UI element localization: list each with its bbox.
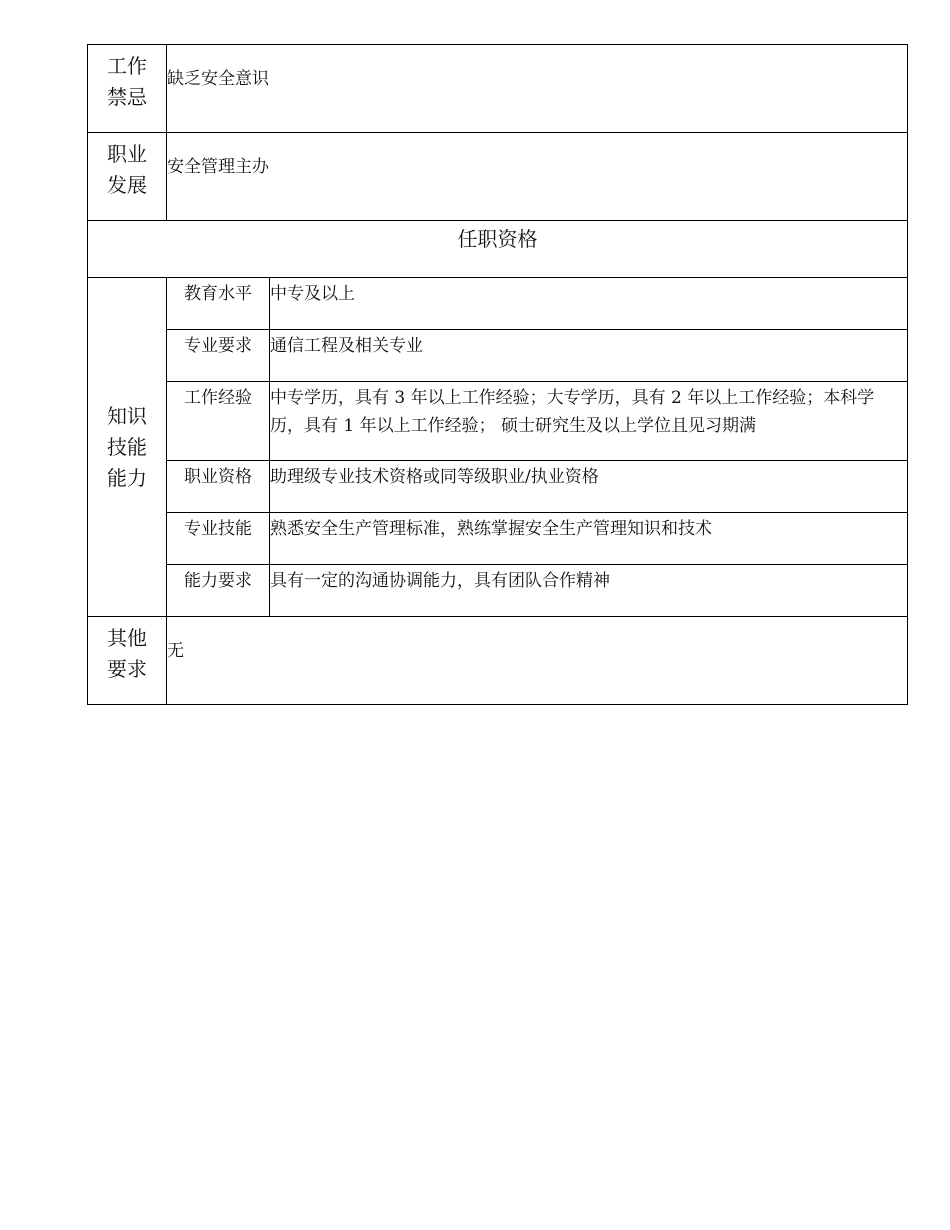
skills-row [88, 513, 908, 565]
skills-value: 熟悉安全生产管理标准，熟练掌握安全生产管理知识和技术 [270, 513, 908, 565]
career-label: 职业 发展 [88, 133, 167, 221]
major-value: 通信工程及相关专业 [270, 330, 908, 382]
certification-label: 职业资格 [167, 461, 270, 513]
other-label: 其他 要求 [88, 617, 167, 705]
qualifications-title-row [88, 221, 908, 278]
taboo-value: 缺乏安全意识 [167, 45, 908, 133]
other-row [88, 617, 908, 705]
knowledge-label: 知识 技能 能力 [88, 278, 167, 617]
job-description-table [87, 44, 908, 705]
ability-value: 具有一定的沟通协调能力，具有团队合作精神 [270, 565, 908, 617]
experience-label: 工作经验 [167, 382, 270, 461]
major-label: 专业要求 [167, 330, 270, 382]
certification-value: 助理级专业技术资格或同等级职业/执业资格 [270, 461, 908, 513]
certification-row [88, 461, 908, 513]
education-value: 中专及以上 [270, 278, 908, 330]
education-label: 教育水平 [167, 278, 270, 330]
career-value: 安全管理主办 [167, 133, 908, 221]
other-value: 无 [167, 617, 908, 705]
ability-row [88, 565, 908, 617]
taboo-label: 工作 禁忌 [88, 45, 167, 133]
taboo-row [88, 45, 908, 133]
experience-row [88, 382, 908, 461]
experience-value: 中专学历，具有 3 年以上工作经验；大专学历，具有 2 年以上工作经验；本科学历，具有 1 年以上工作经验； 硕士研究生及以上学位且见习期满 [270, 382, 908, 461]
qualifications-title: 任职资格 [88, 221, 908, 278]
ability-label: 能力要求 [167, 565, 270, 617]
major-row [88, 330, 908, 382]
career-row [88, 133, 908, 221]
skills-label: 专业技能 [167, 513, 270, 565]
education-row [88, 278, 908, 330]
